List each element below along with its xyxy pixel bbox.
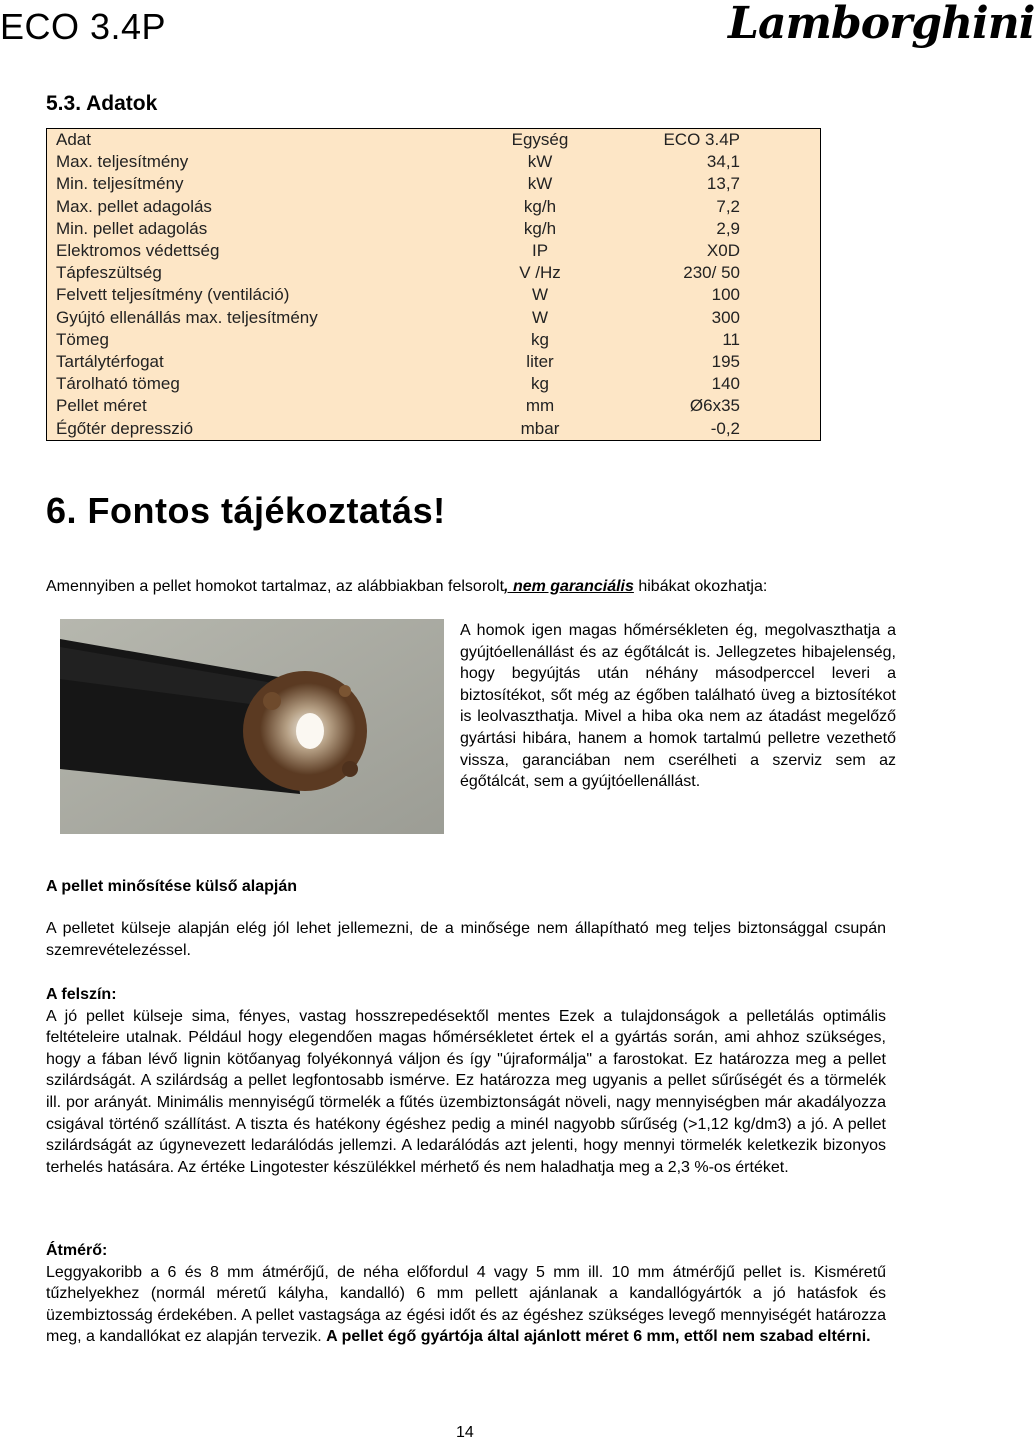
spec-row — [47, 329, 821, 351]
spec-cell-unit: kg/h — [523, 218, 557, 238]
spec-cell-name: Felvett teljesítmény (ventiláció) — [56, 285, 290, 305]
header-model: ECO 3.4P — [0, 6, 167, 47]
intro-emphasis: , nem garanciális — [504, 578, 634, 595]
spec-cell-value: Ø6x35 — [689, 396, 740, 416]
spec-cell-unit: V /Hz — [519, 263, 561, 283]
spec-row — [47, 395, 821, 417]
spec-row — [47, 196, 821, 218]
spec-cell-unit: liter — [526, 351, 554, 371]
spec-cell-value: 7,2 — [716, 196, 740, 216]
spec-cell-unit: kW — [527, 174, 553, 194]
sand-warning-text: A homok igen magas hőmérsékleten ég, megolvaszthatja a gyújtóellenállást és az égőtálcát is. Jellegzetes hibajelenség, hogy begyújtás után néhány másodperccel leveri a biztosítékot, sőt még az égőben található üveg a biztosítékot is leolvaszthatja. Mivel a hiba oka nem az átadást megelőző gyártási hibára, hanem a homok tartalmú pelletre vezethető vissza, garanciában nem cserélheti a szerviz sem az égőtálcát, sem a gyújtóellenállást. — [460, 622, 896, 791]
spec-cell-value: -0,2 — [710, 418, 740, 438]
spec-cell-value: X0D — [706, 241, 740, 261]
spec-cell-unit: IP — [531, 241, 549, 261]
spec-cell-unit: W — [531, 307, 549, 327]
spec-row — [47, 307, 821, 329]
spec-cell-name: Max. teljesítmény — [56, 152, 189, 172]
section-title-6: 6. Fontos tájékoztatás! — [46, 490, 446, 531]
spec-cell-unit: mm — [525, 396, 555, 416]
spec-row — [47, 151, 821, 173]
spec-cell-name: Égőtér depresszió — [56, 418, 194, 438]
spec-row — [47, 284, 821, 306]
section-title-5-3: 5.3. Adatok — [46, 92, 158, 115]
spec-row — [47, 129, 821, 152]
brand-logo: Lamborghini — [728, 0, 1034, 49]
spec-cell-value: 230/ 50 — [683, 263, 740, 283]
spec-cell-unit: W — [531, 285, 549, 305]
spec-cell-name: Elektromos védettség — [56, 241, 220, 261]
spec-cell-name: Adat — [56, 130, 91, 150]
quality-heading-text: A pellet minősítése külső alapján — [46, 878, 298, 895]
spec-cell-name: Gyújtó ellenállás max. teljesítmény — [56, 307, 318, 327]
spec-cell-unit: mbar — [520, 418, 560, 438]
spec-cell-value: ECO 3.4P — [663, 130, 740, 150]
spec-row — [47, 240, 821, 262]
diameter-section — [46, 1240, 886, 1348]
diameter-body: Leggyakoribb a 6 és 8 mm átmérőjű, de néha előfordul 4 vagy 5 mm ill. 10 mm átmérőjű pellet is. Kisméretű tűzhelyekhez (normál méretű kályha, kandalló) 6 mm pellett ajánlanak a kandallógyártók a jó hatásfok és üzembiztosság érdekében. A pellet vastagsága az égési időt és az égéshez szükséges levegő mennyiségét határozza meg, a kandallókat ez alapján tervezik. — [46, 1263, 886, 1346]
spec-cell-value: 300 — [711, 307, 740, 327]
surface-heading: A felszín: — [46, 986, 117, 1003]
diameter-text — [46, 1262, 886, 1348]
spec-cell-value: 2,9 — [716, 218, 740, 238]
spec-cell-unit: kW — [527, 152, 553, 172]
intro-after: hibákat okozhatja: — [633, 578, 768, 595]
intro-before: Amennyiben a pellet homokot tartalmaz, az alábbiakban felsorolt — [46, 578, 505, 595]
spec-cell-value: 11 — [722, 329, 740, 349]
spec-cell-name: Max. pellet adagolás — [56, 196, 212, 216]
photo-illustration — [60, 619, 444, 834]
spec-cell-value: 100 — [711, 285, 740, 305]
quality-text: A pelletet külseje alapján elég jól lehet jellemezni, de a minősége nem állapítható meg teljes biztonsággal csupán szemrevételezéssel. — [46, 920, 886, 959]
surface-section — [46, 984, 886, 1178]
spec-cell-name: Tömeg — [56, 329, 109, 349]
spec-table — [46, 128, 821, 441]
spec-row — [47, 373, 821, 395]
spec-row — [47, 351, 821, 373]
surface-text: A jó pellet külseje sima, fényes, vastag hosszrepedésektől mentes Ezek a tulajdonságok a pelletálás optimális feltételeire utalnak. Például hogy elegendően magas hőmérsékletet értek el a gyártás során, ami ahhoz szükséges, hogy a fában lévő lignin kötőanyag folyékonnyá váljon és így "újraformálja" a farostokat. Ez határozza meg a pellet szilárdságát. A szilárdság a pellet legfontosabb ismérve. Ez határozza meg ugyanis a pellet sűrűségét és a törmelék ill. por arányát. Minimális mennyiségű törmelék a fűtés üzembiztonságát növeli, nagy mennyiségben már akadályozza csigával történő szállítást. A tiszta és hatékony égéshez pedig a minél nagyobb sűrűség (>1,12 kg/dm3) a jó. A pellet szilárdságát az úgynevezett ledarálódás jellemzi. A ledarálódás azt jelenti, hogy mennyi törmelék keletkezik bizonyos terhelés hatására. Az értéke Lingotester készülékkel mérhető és nem haladhatja meg a 2,3 %-os értéket. — [46, 1007, 886, 1176]
spec-cell-name: Tárolható tömeg — [56, 374, 180, 394]
spec-row — [47, 262, 821, 284]
spec-cell-name: Tartálytérfogat — [56, 351, 164, 371]
diameter-bold-note: A pellet égő gyártója által ajánlott méret 6 mm, ettől nem szabad eltérni. — [326, 1328, 871, 1346]
spec-row — [47, 417, 821, 440]
spec-cell-name: Min. pellet adagolás — [56, 218, 208, 238]
diameter-heading: Átmérő: — [46, 1242, 108, 1259]
spec-row — [47, 173, 821, 195]
spec-cell-unit: kg/h — [523, 196, 557, 216]
spec-cell-unit: kg — [531, 329, 549, 349]
spec-cell-value: 195 — [711, 351, 740, 371]
spec-cell-unit: Egység — [511, 130, 569, 150]
spec-cell-name: Min. teljesítmény — [56, 174, 184, 194]
quality-heading — [46, 876, 886, 898]
spec-cell-unit: kg — [531, 374, 549, 394]
spec-cell-name: Pellet méret — [56, 396, 147, 416]
spec-cell-value: 13,7 — [706, 174, 740, 194]
spec-row — [47, 218, 821, 240]
intro-text — [46, 578, 767, 596]
burned-pellet-photo — [60, 619, 444, 834]
page-number: 14 — [456, 1424, 474, 1441]
spec-cell-value: 34,1 — [706, 152, 740, 172]
spec-cell-value: 140 — [711, 374, 740, 394]
spec-cell-name: Tápfeszültség — [56, 263, 162, 283]
